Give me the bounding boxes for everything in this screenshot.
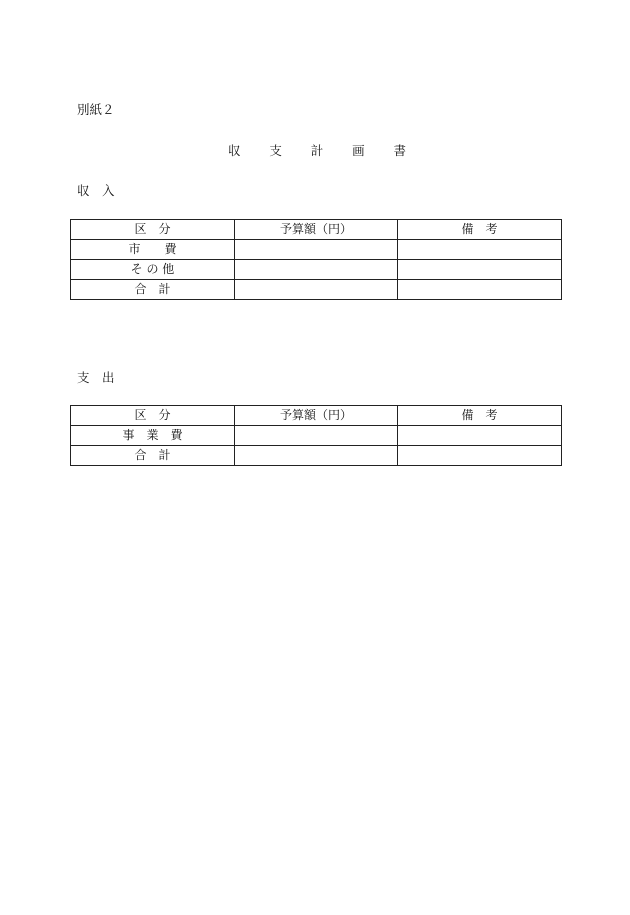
title-char: 支	[269, 143, 282, 158]
table-row	[71, 426, 562, 446]
title-char: 画	[352, 143, 365, 158]
row-remarks	[398, 240, 562, 260]
row-category: 市 費	[71, 240, 235, 260]
header-remarks: 備 考	[398, 406, 562, 426]
table-row	[71, 260, 562, 280]
table-header-row	[71, 406, 562, 426]
table-row	[71, 280, 562, 300]
appendix-label: 別紙２	[77, 102, 115, 117]
header-category: 区 分	[71, 406, 235, 426]
row-category: そ の 他	[71, 260, 235, 280]
row-category: 事 業 費	[71, 426, 235, 446]
row-amount	[235, 260, 398, 280]
income-heading: 収 入	[77, 183, 115, 198]
row-remarks	[398, 446, 562, 466]
row-remarks	[398, 260, 562, 280]
table-header-row	[71, 220, 562, 240]
header-category: 区 分	[71, 220, 235, 240]
row-amount	[235, 426, 398, 446]
row-amount	[235, 280, 398, 300]
row-remarks	[398, 426, 562, 446]
expense-table	[70, 405, 562, 466]
expense-heading: 支 出	[77, 370, 115, 385]
table-row	[71, 240, 562, 260]
row-remarks	[398, 280, 562, 300]
header-amount: 予算額（円）	[235, 406, 398, 426]
row-category: 合 計	[71, 446, 235, 466]
income-table	[70, 219, 562, 300]
row-category: 合 計	[71, 280, 235, 300]
header-remarks: 備 考	[398, 220, 562, 240]
row-amount	[235, 240, 398, 260]
title-char: 計	[310, 143, 324, 158]
document-title	[228, 141, 406, 159]
table-row	[71, 446, 562, 466]
header-amount: 予算額（円）	[235, 220, 398, 240]
row-amount	[235, 446, 398, 466]
title-char: 書	[393, 143, 406, 158]
title-char: 収	[228, 143, 241, 158]
